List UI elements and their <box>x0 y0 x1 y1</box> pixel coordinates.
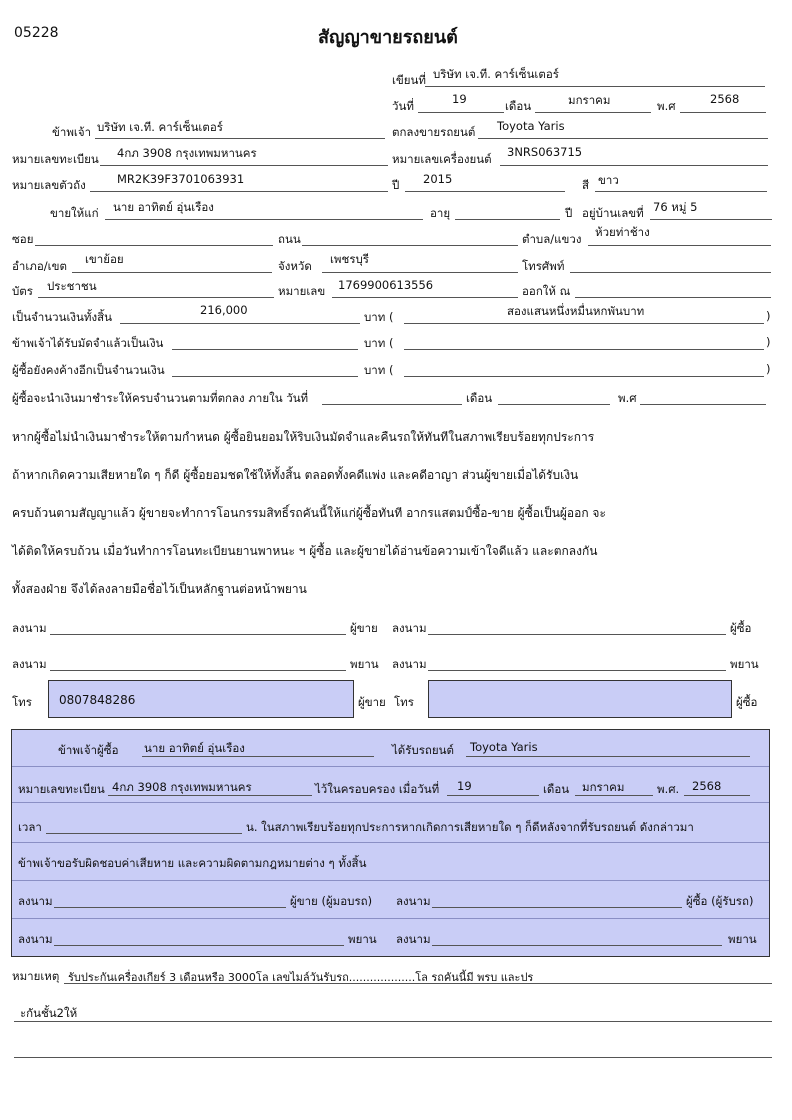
plate-value: 4กภ 3908 กรุงเทพมหานคร <box>117 146 257 160</box>
receipt-received-value: Toyota Yaris <box>470 740 538 754</box>
buyer-phone-role: ผู้ซื้อ <box>736 695 758 709</box>
total-close: ) <box>766 309 771 323</box>
receipt-seller-sign-role: ผู้ขาย (ผู้มอบรถ) <box>290 894 373 908</box>
receipt-received-label: ได้รับรถยนต์ <box>392 743 454 757</box>
receipt-month: มกราคม <box>582 780 625 794</box>
remaining-close: ) <box>766 362 771 376</box>
receipt-time-label: เวลา <box>18 820 42 834</box>
receipt-year-label: พ.ศ. <box>657 782 680 796</box>
total-words: สองแสนหนึ่งหมื่นหกพันบาท <box>507 304 645 318</box>
car-year-label: ปี <box>392 178 400 192</box>
date-day-label: วันที่ <box>392 99 414 113</box>
date-year: 2568 <box>710 92 740 106</box>
subdistrict-value: ห้วยท่าช้าง <box>595 225 650 239</box>
deposit-unit: บาท ( <box>364 336 394 350</box>
subdistrict-label: ตำบล/แขวง <box>522 232 582 246</box>
terms-line-5: ทั้งสองฝ่าย จึงได้ลงลายมือชื่อไว้เป็นหลักฐานต่อหน้าพยาน <box>12 582 307 596</box>
receipt-month-label: เดือน <box>543 782 570 796</box>
remark-line-2: ะกันชั้น2ให้ <box>20 1006 78 1020</box>
sign-witness1-role: พยาน <box>350 657 379 671</box>
doc-number: 05228 <box>14 25 59 41</box>
card-no-label: หมายเลข <box>278 284 326 298</box>
receipt-possess-label: ไว้ในครอบครอง เมื่อวันที่ <box>315 782 440 796</box>
address-label: อยู่บ้านเลขที่ <box>582 206 644 220</box>
address-value: 76 หมู่ 5 <box>653 200 698 214</box>
date-day: 19 <box>452 92 467 106</box>
remaining-label: ผู้ซื้อยังคงค้างอีกเป็นจำนวนเงิน <box>12 363 165 377</box>
terms-line-1: หากผู้ซื้อไม่นำเงินมาชำระให้ตามกำหนด ผู้ซื้อยินยอมให้ริบเงินมัดจำและคืนรถให้ทันทีในสภาพเรียบร้อยทุกประการ <box>12 430 595 444</box>
receipt-witness1-label: ลงนาม <box>18 932 53 946</box>
date-year-label: พ.ศ <box>657 99 676 113</box>
total-label: เป็นจำนวนเงินทั้งสิ้น <box>12 310 112 324</box>
issued-label: ออกให้ ณ <box>522 284 571 298</box>
phone-line-label: โทรศัพท์ <box>522 259 565 273</box>
seller-phone-field[interactable] <box>48 680 354 718</box>
page-title: สัญญาขายรถยนต์ <box>318 27 458 48</box>
car-model-label: ตกลงขายรถยนต์ <box>392 125 476 139</box>
receipt-panel <box>11 729 770 957</box>
terms-line-3: ครบถ้วนตามสัญญาแล้ว ผู้ขายจะทำการโอนกรรมสิทธิ์รถคันนี้ให้แก่ผู้ซื้อทันที อากรแสตมป์ซื้อ-ขาย ผู้ซื้อเป็นผู้ออก จะ <box>12 506 606 520</box>
buyer-phone-label: โทร <box>394 695 414 709</box>
pay-by-month-label: เดือน <box>466 391 493 405</box>
receipt-witness2-label: ลงนาม <box>396 932 431 946</box>
written-at-label: เขียนที่ <box>392 73 426 87</box>
color-label: สี <box>582 178 590 192</box>
receipt-liability: ข้าพเจ้าขอรับผิดชอบค่าเสียหาย และความผิดตามกฎหมายต่าง ๆ ทั้งสิ้น <box>18 856 367 870</box>
terms-line-4: ได้ติดให้ครบถ้วน เมื่อวันทำการโอนทะเบียนยานพาหนะ ฯ ผู้ซื้อ และผู้ขายได้อ่านข้อความเข้าใจดีแล้ว และตกลงกัน <box>12 544 598 558</box>
road-label: ถนน <box>278 232 301 246</box>
receipt-year: 2568 <box>692 779 722 793</box>
card-no-value: 1769900613556 <box>338 278 434 292</box>
sign-buyer-label: ลงนาม <box>392 621 427 635</box>
buyer-phone-field[interactable] <box>428 680 732 718</box>
total-unit: บาท ( <box>364 310 394 324</box>
receipt-seller-sign-label: ลงนาม <box>18 894 53 908</box>
receipt-buyer-label: ข้าพเจ้าผู้ซื้อ <box>58 743 119 757</box>
receipt-witness2-role: พยาน <box>728 932 757 946</box>
receipt-plate-value: 4กภ 3908 กรุงเทพมหานคร <box>112 780 252 794</box>
pay-by-label: ผู้ซื้อจะนำเงินมาชำระให้ครบจำนวนตามที่ตกลง ภายใน วันที่ <box>12 391 309 405</box>
remark-label: หมายเหตุ <box>12 969 60 983</box>
date-month-label: เดือน <box>505 99 532 113</box>
engine-label: หมายเลขเครื่องยนต์ <box>392 152 492 166</box>
remark-line-1: รับประกันเครื่องเกียร์ 3 เดือนหรือ 3000โล เลขไมล์วันรับรถ...................โล รถคันนี้มี พรบ และปร <box>68 971 534 984</box>
province-value: เพชรบุรี <box>330 252 369 266</box>
age-label: อายุ <box>430 206 451 220</box>
remaining-unit: บาท ( <box>364 363 394 377</box>
province-label: จังหวัด <box>278 259 312 273</box>
district-value: เขาย้อย <box>85 252 124 266</box>
plate-label: หมายเลขทะเบียน <box>12 152 99 166</box>
sign-witness1-label: ลงนาม <box>12 657 47 671</box>
receipt-buyer-sign-role: ผู้ซื้อ (ผู้รับรถ) <box>686 894 754 908</box>
seller-value: บริษัท เจ.ที. คาร์เซ็นเตอร์ <box>97 120 223 134</box>
age-unit: ปี <box>565 206 573 220</box>
soi-label: ซอย <box>12 232 34 246</box>
seller-phone-role: ผู้ขาย <box>358 695 386 709</box>
sign-seller-label: ลงนาม <box>12 621 47 635</box>
deposit-label: ข้าพเจ้าได้รับมัดจำแล้วเป็นเงิน <box>12 336 164 350</box>
car-model-value: Toyota Yaris <box>497 119 565 133</box>
district-label: อำเภอ/เขต <box>12 259 67 273</box>
written-at-value: บริษัท เจ.ที. คาร์เซ็นเตอร์ <box>433 67 559 81</box>
receipt-buyer-sign-label: ลงนาม <box>396 894 431 908</box>
terms-line-2: ถ้าหากเกิดความเสียหายใด ๆ ก็ดี ผู้ซื้อยอมชดใช้ให้ทั้งสิ้น ตลอดทั้งคดีแพ่ง และคดีอาญา ส่วนผู้ขายเมื่อได้รับเงิน <box>12 468 579 482</box>
card-value: ประชาชน <box>47 279 97 293</box>
date-month: มกราคม <box>568 93 611 107</box>
receipt-plate-label: หมายเลขทะเบียน <box>18 782 105 796</box>
color-value: ขาว <box>598 173 619 187</box>
sign-witness2-label: ลงนาม <box>392 657 427 671</box>
receipt-buyer-value: นาย อาทิตย์ อุ่นเรือง <box>144 741 245 755</box>
seller-label: ข้าพเจ้า <box>52 125 92 139</box>
receipt-witness1-role: พยาน <box>348 932 377 946</box>
receipt-time-suffix: น. ในสภาพเรียบร้อยทุกประการหากเกิดการเสียหายใด ๆ ก็ดีหลังจากที่รับรถยนต์ ดังกล่าวมา <box>246 820 694 834</box>
seller-phone-value: 0807848286 <box>59 693 136 707</box>
sign-buyer-role: ผู้ซื้อ <box>730 621 752 635</box>
buyer-label: ขายให้แก่ <box>50 206 99 220</box>
pay-by-year-label: พ.ศ <box>618 391 637 405</box>
receipt-day: 19 <box>457 779 472 793</box>
sign-witness2-role: พยาน <box>730 657 759 671</box>
engine-value: 3NRS063715 <box>507 145 583 159</box>
sign-seller-role: ผู้ขาย <box>350 621 378 635</box>
chassis-label: หมายเลขตัวถัง <box>12 178 86 192</box>
car-year-value: 2015 <box>423 172 453 186</box>
card-label: บัตร <box>12 284 33 298</box>
deposit-close: ) <box>766 335 771 349</box>
seller-phone-label: โทร <box>12 695 32 709</box>
buyer-value: นาย อาทิตย์ อุ่นเรือง <box>113 200 214 214</box>
chassis-value: MR2K39F3701063931 <box>117 172 245 186</box>
total-value: 216,000 <box>200 303 248 317</box>
